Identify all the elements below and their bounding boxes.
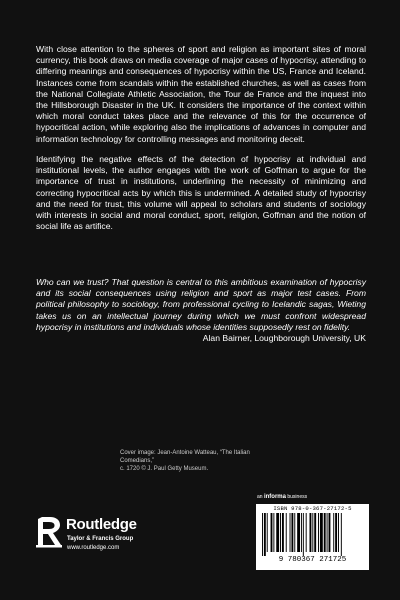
informa-business-tag — [257, 494, 307, 500]
barcode-bar — [286, 513, 287, 552]
barcode-bar — [290, 513, 291, 552]
informa-suffix: business — [287, 494, 308, 500]
barcode-bar — [276, 513, 279, 552]
routledge-r-logo-icon — [36, 515, 64, 549]
informa-brand: informa — [263, 494, 286, 500]
barcode-bar — [314, 513, 316, 552]
description-paragraph-1: With close attention to the spheres of sport and religion as important sites of moral currency, this book draws on media coverage of major cases of hypocrisy, attending to differing meanings and consequences of hypocrisy within the US, France and Iceland. Instances come from scandals within the established churches, as well as cases from the National Collegiate Athletic Association, the Tour de France and the inquest into the Hillsborough Disaster in the UK. It considers the importance of the context within which moral conduct takes place and the relevance of this for the occurrence of hypocritical action, while exploring also the implications of advances in computer and information technology for controlling messages and monitoring deceit. — [36, 44, 366, 144]
barcode-bar — [329, 513, 331, 552]
barcode-bar — [280, 513, 281, 552]
publisher-url: www.routledge.com — [67, 545, 120, 551]
barcode-bar — [267, 513, 268, 552]
barcode-bar — [262, 513, 263, 556]
barcode-bar — [318, 513, 319, 552]
barcode-bar — [294, 513, 295, 552]
description-paragraph-2: Identifying the negative effects of the detection of hypocrisy at individual and institutional levels, the author engages with the work of Goffman to argue for the importance of trust in institutions, underlining the necessity of minimizing and correcting hypocritical acts by which this is undermined. A detailed study of hypocrisy and the need for trust, this volume will appeal to scholars and students of sociology with interests in social and moral conduct, sport, religion, Goffman and the notion of social life as artifice. — [36, 154, 366, 232]
cover-credit-line-2: c. 1720 © J. Paul Getty Museum. — [120, 466, 209, 472]
barcode-bar — [341, 513, 342, 556]
isbn-barcode — [256, 504, 369, 570]
publisher-subtitle: Taylor & Francis Group — [67, 536, 134, 542]
barcode-icon — [260, 513, 365, 556]
barcode-digits: 9 780367 271725 — [278, 556, 347, 564]
barcode-bar — [320, 513, 323, 552]
barcode-bar — [291, 513, 293, 552]
cover-credit-line-1: Cover image: Jean-Antoine Watteau, “The Italian Comedians,” — [120, 450, 250, 464]
barcode-bar — [297, 513, 300, 552]
barcode-bar — [306, 513, 307, 552]
endorsement-attribution: Alan Bairner, Loughborough University, UK — [202, 333, 366, 344]
barcode-bar — [324, 513, 326, 552]
barcode-bar — [271, 513, 273, 552]
barcode-bar — [338, 513, 339, 552]
publisher-name: Routledge — [66, 516, 137, 533]
endorsement — [36, 277, 366, 344]
barcode-bar — [303, 513, 304, 556]
publisher-logo — [36, 515, 166, 565]
cover-image-credit — [120, 449, 280, 473]
barcode-bar — [335, 513, 337, 552]
barcode-bar — [333, 513, 334, 552]
barcode-bar — [282, 513, 284, 552]
barcode-bar — [310, 513, 312, 552]
barcode-bar — [312, 513, 313, 552]
barcode-bar — [273, 513, 274, 552]
isbn-text: ISBN 978-0-367-27172-5 — [273, 505, 352, 512]
barcode-bar — [264, 513, 266, 556]
informa-prefix: an — [257, 494, 263, 500]
barcode-bar — [301, 513, 302, 552]
barcode-bar — [327, 513, 328, 552]
endorsement-quote: Who can we trust? That question is central to this ambitious examination of hypocrisy and its social consequences using religion and sport as major test cases. From political philosophy to sociology, from professional cycling to Icelandic sagas, Wieting takes us on an intellectual journey during which we must confront widespread hypocrisy in institutions and individuals whose identities supposedly rest on fidelity. — [36, 277, 366, 332]
